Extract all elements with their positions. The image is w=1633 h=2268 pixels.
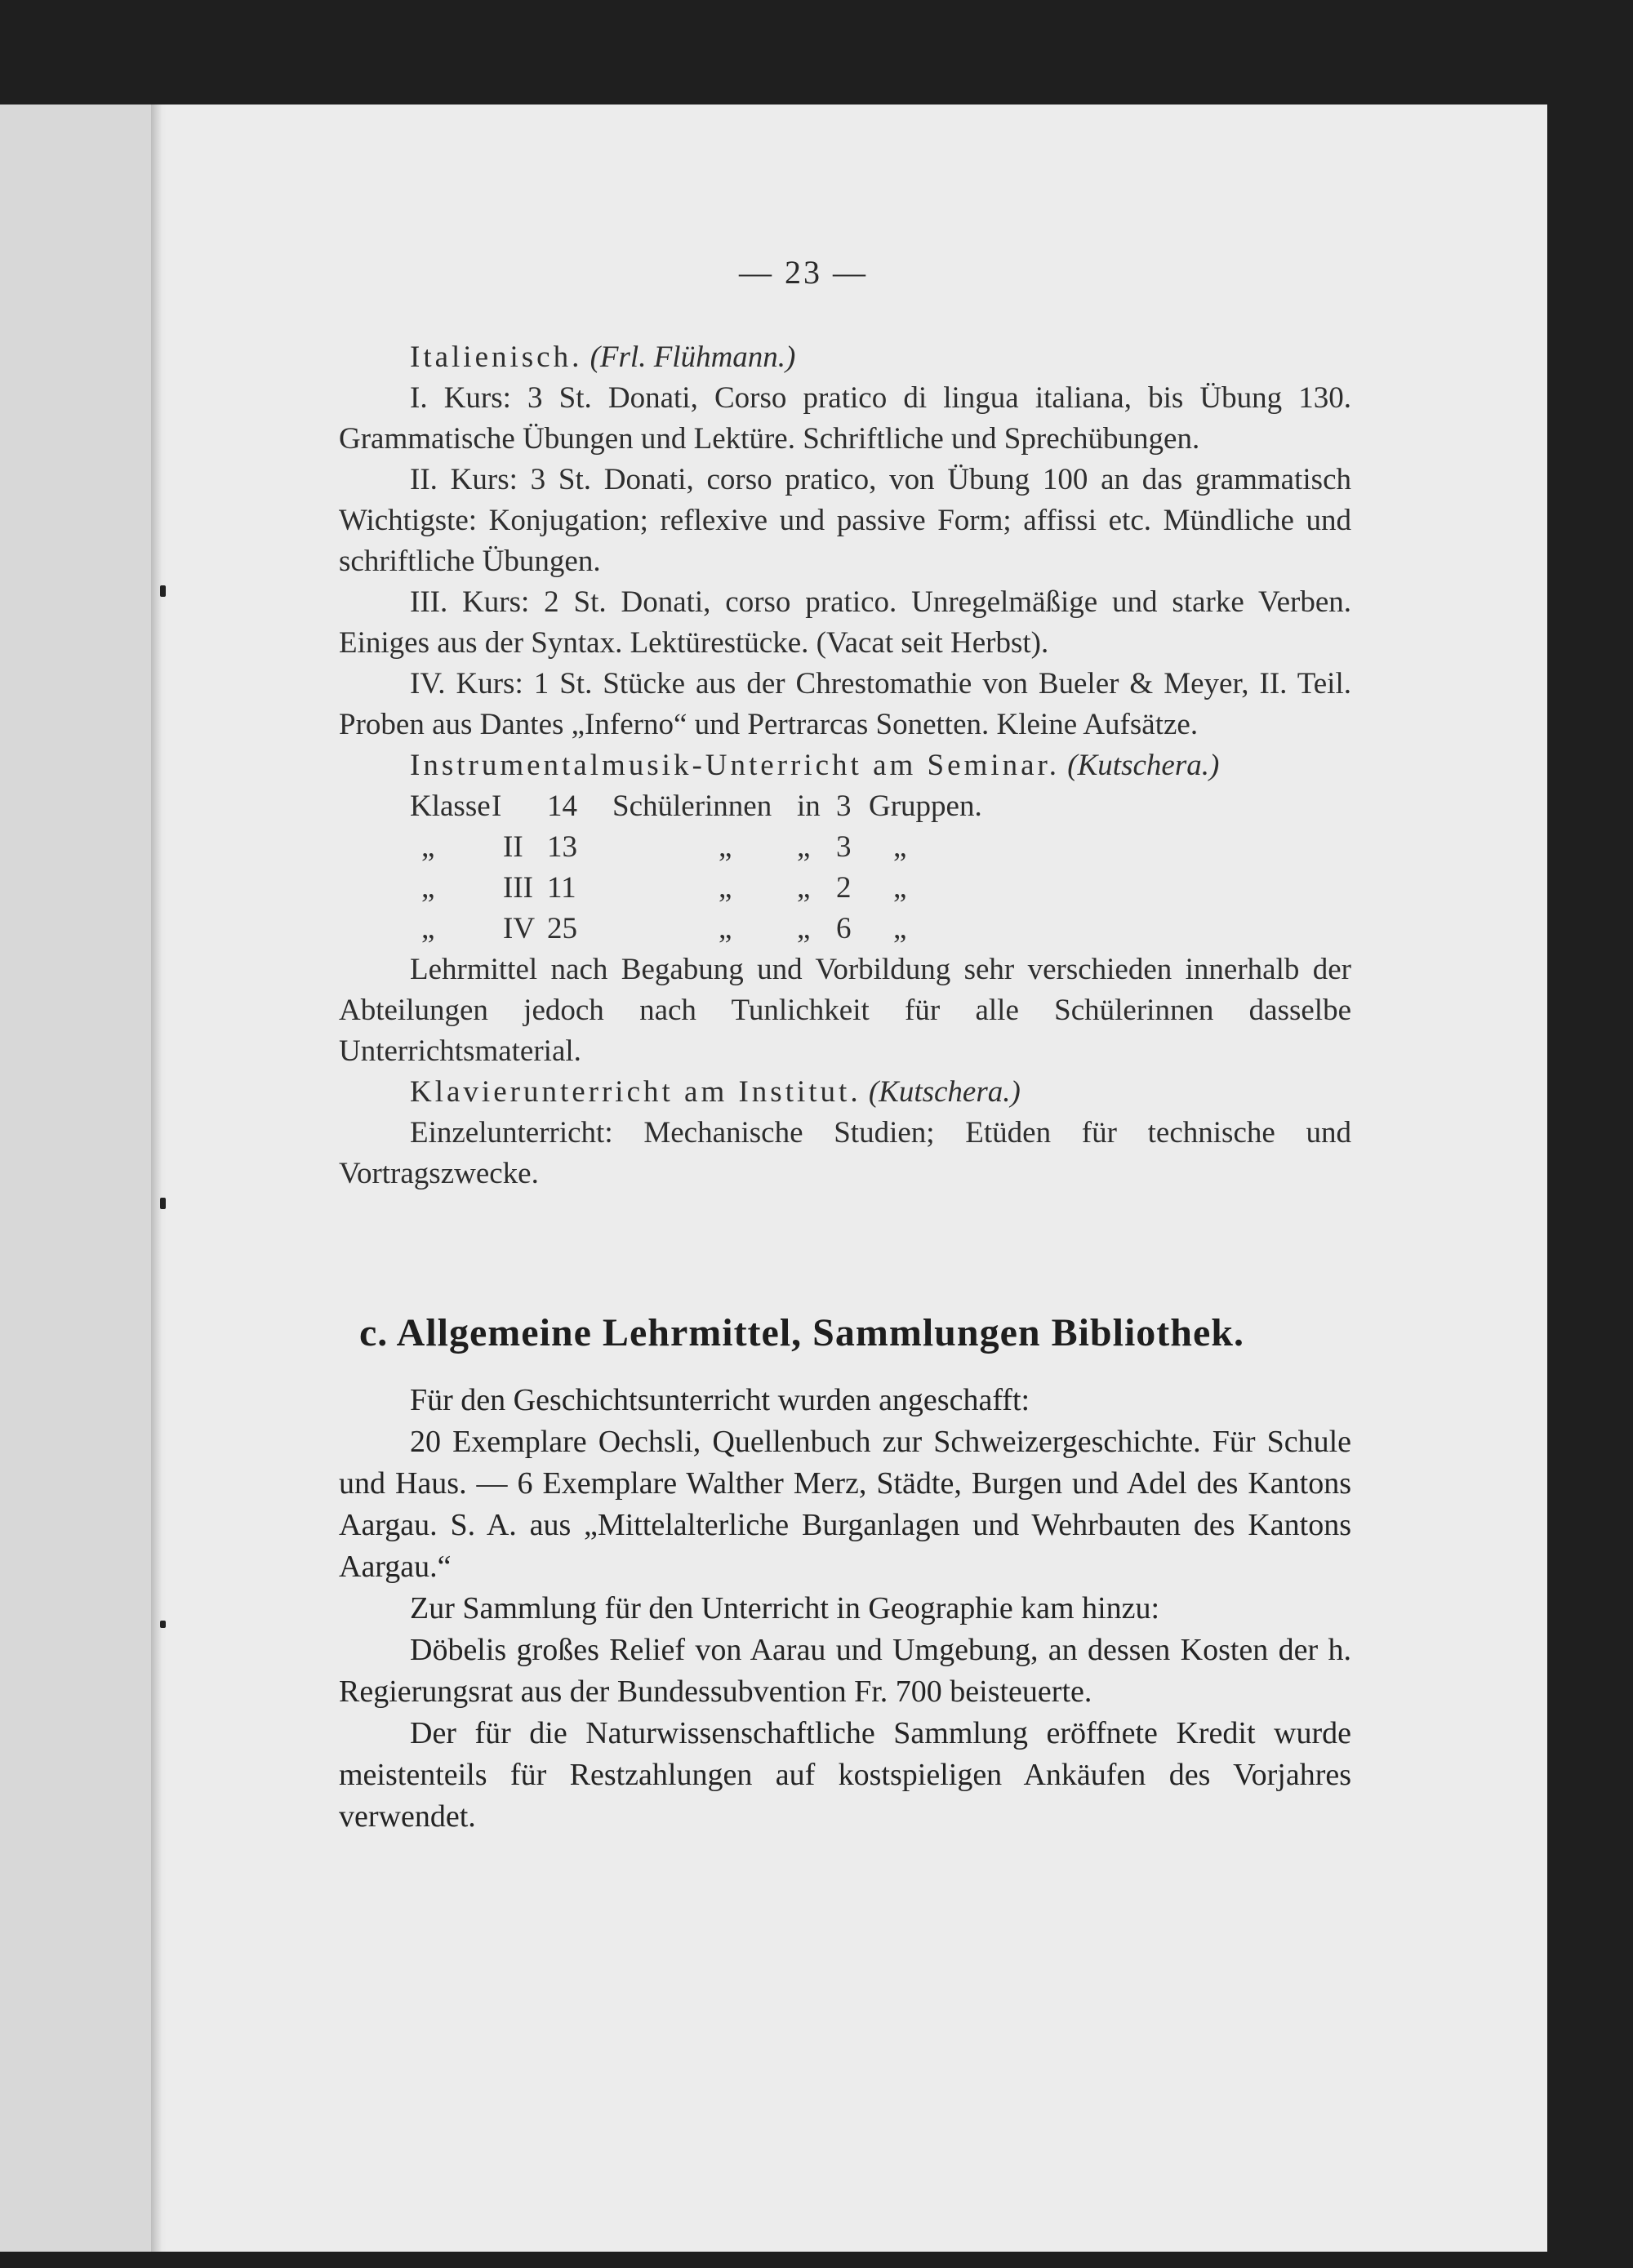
cell-label2: „ [893, 830, 907, 864]
cell-count: 11 [547, 871, 576, 905]
cell-klasse: „ [421, 871, 435, 905]
italienisch-teacher: (Frl. Flühmann.) [590, 340, 796, 374]
cell-label1: „ [719, 830, 732, 864]
cell-count: 14 [547, 789, 577, 823]
group-row [410, 909, 982, 949]
section-c-body [339, 1380, 1351, 1838]
cell-groups: 6 [836, 912, 852, 945]
cell-num: II [503, 830, 523, 864]
klavier-text: Einzelunterricht: Mechanische Studien; Etüden für technische und Vortragszwecke. [339, 1116, 1351, 1190]
instrumental-text: Lehrmittel nach Begabung und Vorbildung sehr verschieden innerhalb der Abteilungen jedoch nach Tunlichkeit für alle Schülerinnen dasselbe Unterrichtsmaterial. [339, 953, 1351, 1068]
cell-label1: „ [719, 912, 732, 945]
instrumental-teacher: (Kutschera.) [1067, 749, 1220, 782]
cell-num: I [492, 789, 502, 823]
instrumental-title: Instrumentalmusik-Unterricht am Seminar. [410, 749, 1061, 782]
cell-label1: Schülerinnen [612, 789, 772, 823]
cell-in: „ [797, 830, 811, 864]
italienisch-section [339, 337, 1351, 1194]
cell-in: „ [797, 871, 811, 905]
cell-count: 25 [547, 912, 577, 945]
klavier-teacher: (Kutschera.) [868, 1075, 1021, 1109]
section-c-intro: Für den Geschichtsunterricht wurden angeschafft: [410, 1383, 1030, 1417]
cell-num: III [503, 871, 533, 905]
cell-in: in [797, 789, 821, 823]
section-c-paragraph: Döbelis großes Relief von Aarau und Umgebung, an dessen Kosten der h. Regierungsrat aus der Bundessubvention Fr. 700 beisteuerte. [339, 1633, 1351, 1709]
section-c-paragraph: 20 Exemplare Oechsli, Quellenbuch zur Schweizergeschichte. Für Schule und Haus. — 6 Exemplare Walther Merz, Städte, Burgen und Adel des Kantons Aargau. S. A. aus „Mittelalterliche Burganlagen und Wehrbauten des Kantons Aargau.“ [339, 1425, 1351, 1584]
cell-groups: 2 [836, 871, 852, 905]
book-gutter [151, 105, 169, 2252]
section-c-paragraph: Zur Sammlung für den Unterricht in Geographie kam hinzu: [410, 1591, 1160, 1625]
cell-groups: 3 [836, 789, 852, 823]
left-page-edge [0, 105, 151, 2252]
cell-klasse: Klasse [410, 789, 491, 823]
group-table [410, 786, 982, 949]
margin-mark [160, 1198, 166, 1209]
kurs-3: III. Kurs: 2 St. Donati, corso pratico. Unregelmäßige und starke Verben. Einiges aus der Syntax. Lektürestücke. (Vacat seit Herbst). [339, 585, 1351, 660]
section-c-paragraph: Der für die Naturwissenschaftliche Sammlung eröffnete Kredit wurde meistenteils für Restzahlungen auf kostspieligen Ankäufen des Vorjahres verwendet. [339, 1716, 1351, 1834]
kurs-1: I. Kurs: 3 St. Donati, Corso pratico di lingua italiana, bis Übung 130. Grammatische Übungen und Lektüre. Schriftliche und Sprechübungen. [339, 381, 1351, 456]
cell-label1: „ [719, 871, 732, 905]
group-row [410, 868, 982, 909]
group-row [410, 786, 982, 827]
margin-mark [160, 1621, 166, 1628]
italienisch-title: Italienisch. [410, 340, 583, 374]
cell-klasse: „ [421, 830, 435, 864]
italienisch-title-line [339, 337, 1351, 378]
section-c-heading: c. Allgemeine Lehrmittel, Sammlungen Bibliothek. [359, 1311, 1244, 1354]
group-row [410, 827, 982, 868]
cell-count: 13 [547, 830, 577, 864]
cell-groups: 3 [836, 830, 852, 864]
margin-mark [160, 585, 166, 597]
klavier-title: Klavierunterricht am Institut. [410, 1075, 861, 1109]
cell-label2: „ [893, 912, 907, 945]
instrumental-title-line [339, 745, 1351, 786]
kurs-4: IV. Kurs: 1 St. Stücke aus der Chrestomathie von Bueler & Meyer, II. Teil. Proben aus Dantes „Inferno“ und Pertrarcas Sonetten. Kleine Aufsätze. [339, 667, 1351, 741]
kurs-2: II. Kurs: 3 St. Donati, corso pratico, von Übung 100 an das grammatisch Wichtigste: Konjugation; reflexive und passive Form; affissi etc. Mündliche und schriftliche Übungen. [339, 463, 1351, 578]
klavier-title-line [339, 1072, 1351, 1113]
cell-klasse: „ [421, 912, 435, 945]
cell-in: „ [797, 912, 811, 945]
cell-label2: Gruppen. [869, 789, 982, 823]
cell-num: IV [503, 912, 536, 945]
cell-label2: „ [893, 871, 907, 905]
